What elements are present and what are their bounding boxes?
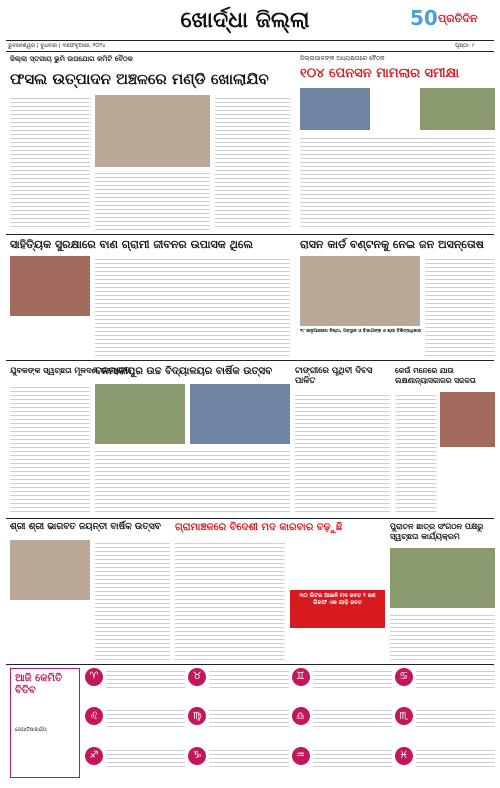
zodiac-icon: ♋ — [395, 668, 413, 686]
alumni-photo — [390, 548, 495, 608]
zodiac-text — [106, 707, 185, 727]
pension-photo-2 — [420, 88, 495, 130]
lead-body-mid — [95, 170, 210, 230]
zodiac-icon: ♈ — [85, 668, 103, 686]
zodiac-cell — [395, 668, 495, 704]
lead-body-right — [215, 95, 290, 230]
horoscope-box — [10, 668, 80, 778]
cultural-headline: ସାହିତ୍ୟିକ ସୁରକ୍ଷାରେ ବାଣ ଗ୍ରାମୀ ଜୀବନର ଉପାସକ ଥିଲେ — [10, 238, 253, 251]
zodiac-cell — [85, 707, 185, 743]
loan-portrait — [440, 392, 495, 447]
alumni-headline: ପୁରାତନ ଛାତ୍ର ସଂଗଠନ ପକ୍ଷରୁ ସ୍ୱଚ୍ଛତା କାର୍ଯ୍ୟକ୍ରମ — [390, 522, 484, 541]
loan-headline: କେଉଁ ମନେରେ ଯାଉ ଲକ୍ଷଣାନ୍ୟାସକାରର ସଜକତା — [395, 366, 476, 385]
zodiac-cell — [188, 747, 288, 783]
zodiac-icon: ♐ — [85, 747, 103, 765]
zodiac-text — [313, 668, 392, 688]
zodiac-icon: ♊ — [292, 668, 310, 686]
zodiac-icon: ♉ — [188, 668, 206, 686]
horoscope-author: ଜ୍ୟୋତିଷାଚାର୍ଯ୍ୟ — [15, 727, 47, 733]
bhagavat-photo — [10, 540, 90, 600]
ration-caption: ୧୯ ଜାନୁଆରୀରେ ନିଷ୍ଠା, ଅବସ୍ଥାନ ଓ ବିଭାଗଙ୍କ ଓ ଶ୍ରୀ ଚିକିତ୍ସାଧିକାର — [300, 329, 422, 334]
horoscope-grid — [85, 668, 495, 783]
zodiac-cell — [85, 668, 185, 704]
zodiac-text — [416, 747, 495, 767]
dateline: ଭୁବନେଶ୍ୱର | ବୁଧବାର | ୩ଫେବୃଆରୀ, ୨୦୨୪ — [8, 43, 106, 49]
ration-body — [425, 256, 495, 356]
ration-photo — [300, 256, 420, 326]
alumni-body — [390, 612, 495, 660]
school-headline: ବନମାଳୀପୁର ଉଚ୍ଚ ବିଦ୍ୟାଳୟର ବାର୍ଷିକ ଉତ୍ସବ — [95, 366, 273, 377]
liquor-headline: ଗ୍ରାମାଞ୍ଚଳରେ ବିଦେଶୀ ମଦ କାରବାର ବଢ଼ୁଛି — [175, 522, 343, 533]
row3-rule — [6, 518, 494, 519]
bhagavat-body — [95, 540, 170, 660]
zodiac-text — [416, 707, 495, 727]
section-title: ଖୋର୍ଦ୍ଧା ଜିଲ୍ଲା — [180, 8, 310, 33]
zodiac-icon: ♓ — [395, 747, 413, 765]
zodiac-text — [313, 747, 392, 767]
pension-photo-1 — [300, 88, 370, 130]
brand-logo — [410, 6, 496, 40]
zodiac-text — [313, 707, 392, 727]
cultural-photo — [10, 256, 90, 316]
zodiac-text — [209, 747, 288, 767]
row4-rule — [6, 664, 494, 665]
gaon-headline: ଟାଙ୍ଗୀରେ ପୃଥିବୀ ଦିବସ ପାଳିତ — [295, 366, 373, 386]
zodiac-icon: ♌ — [85, 707, 103, 725]
zodiac-cell — [85, 747, 185, 783]
school-photo-1 — [95, 384, 185, 444]
ration-headline: ରାସନ କାର୍ଡ ବଣ୍ଟନକୁ ନେଇ ଜନ ଅସନ୍ତୋଷ — [300, 238, 484, 251]
lead-body-left — [10, 95, 90, 230]
zodiac-icon: ♎ — [292, 707, 310, 725]
zodiac-icon: ♒ — [292, 747, 310, 765]
zodiac-icon: ♑ — [188, 747, 206, 765]
school-body — [95, 448, 290, 514]
lead-kicker: ଜିଲ୍ଲା ସ୍ତରୀୟ ଭୁମି ଉପଯୋଗ କମିଟି ବୈଠକ — [10, 55, 133, 63]
zodiac-icon: ♏ — [395, 707, 413, 725]
zodiac-cell — [292, 747, 392, 783]
zodiac-cell — [188, 668, 288, 704]
cultural-body — [95, 256, 290, 356]
gaon-body — [295, 392, 390, 514]
masthead-rule — [6, 40, 494, 41]
zodiac-text — [106, 668, 185, 688]
zodiac-cell — [395, 707, 495, 743]
row2-rule — [6, 360, 494, 361]
pension-body — [300, 135, 495, 230]
brand-name: ପ୍ରତିଦିନ — [438, 12, 478, 25]
row1-rule — [6, 234, 494, 235]
zodiac-icon: ♍ — [188, 707, 206, 725]
pension-kicker: ଜିଲ୍ଲାପାଳଙ୍କ ଅଧ୍ୟକ୍ଷତାରେ ବୈଠକ — [300, 55, 385, 62]
zodiac-cell — [292, 707, 392, 743]
anniversary-mark: 50 — [410, 6, 438, 30]
loan-body — [395, 392, 437, 514]
dateline-rule — [6, 51, 494, 52]
lead-photo — [95, 95, 210, 167]
school-photo-2 — [190, 384, 290, 444]
zodiac-cell — [395, 747, 495, 783]
liquor-highlight-box: ୩୦ ଲିଟର ଆଇନି ମଦ ଜବତ ୨ ଜଣ ଗିରଫ ଏକ ଗାଡ଼ି ଜବତ — [290, 590, 385, 628]
lead-headline: ଫସଲ ଉତ୍ପାଦନ ଅଞ୍ଚଳରେ ମଣ୍ଡି ଖୋଲାଯିବ — [10, 70, 269, 88]
page-label: ପୃଷ୍ଠା: ୯ — [455, 43, 475, 49]
zodiac-text — [106, 747, 185, 767]
zodiac-cell — [188, 707, 288, 743]
blood-body — [10, 384, 90, 514]
pension-headline: ୧୦୪ ପେନସନ ମାମଲାର ସମୀକ୍ଷା — [300, 66, 460, 81]
zodiac-text — [209, 707, 288, 727]
bhagavat-headline: ଶ୍ରୀ ଶ୍ରୀ ଭାଗବତ ଜୟନ୍ତୀ ବାର୍ଷିକ ଉତ୍ସବ — [10, 522, 161, 532]
zodiac-cell — [292, 668, 392, 704]
horoscope-title: ଆଜି କେମିତି ବିତିବ — [15, 673, 63, 696]
blood-headline: ଯୁବକଙ୍କ ସ୍ୱଚ୍ଛତା ମୂଳଦଣ ଉଦ୍ୟୋଗ — [10, 366, 132, 375]
zodiac-text — [209, 668, 288, 688]
zodiac-text — [416, 668, 495, 688]
liquor-body — [175, 540, 285, 660]
